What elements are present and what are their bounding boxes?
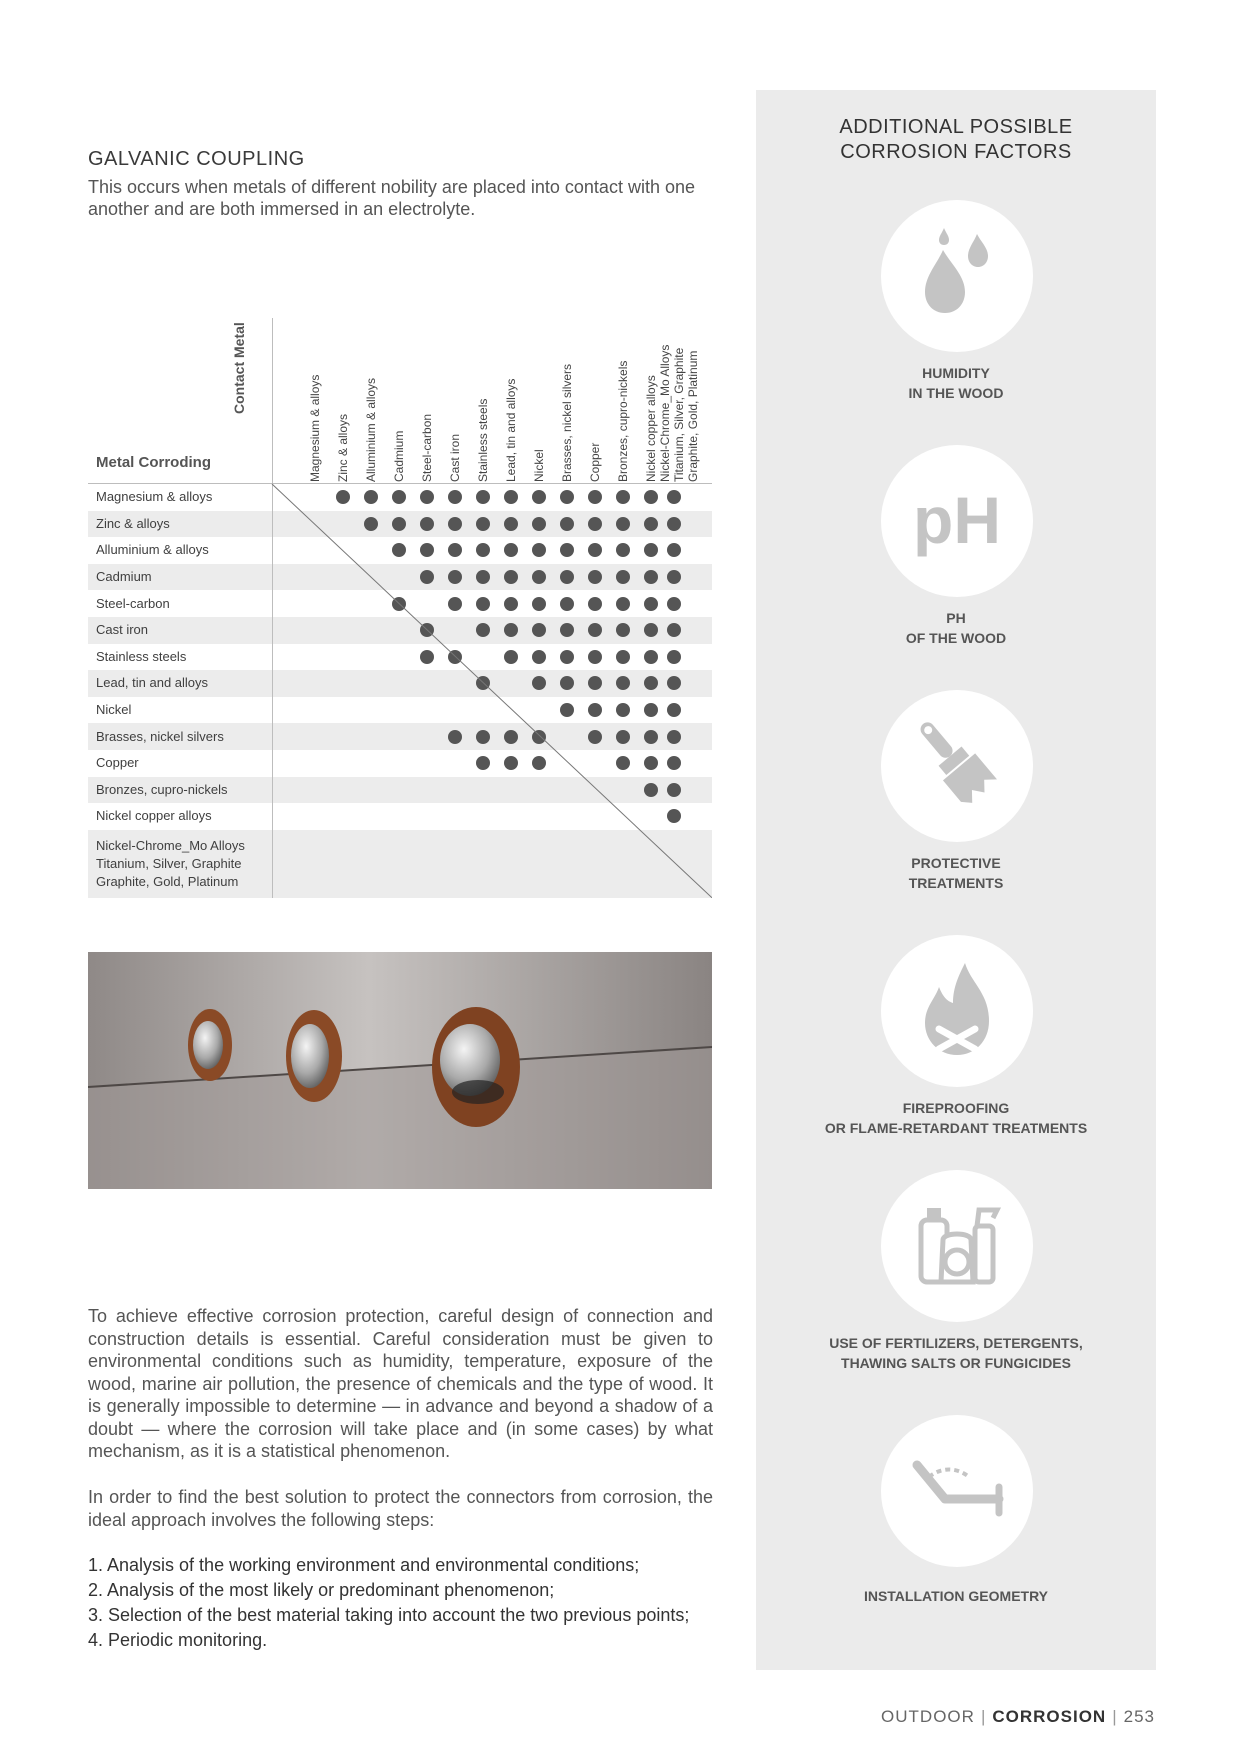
water-drops-icon bbox=[881, 200, 1033, 352]
row-label: Stainless steels bbox=[96, 648, 187, 664]
column-header: Copper bbox=[588, 442, 602, 482]
steps-list bbox=[88, 1554, 713, 1654]
column-header: Brasses, nickel silvers bbox=[560, 363, 574, 482]
diagonal-line bbox=[88, 310, 712, 900]
column-header: Stainless steels bbox=[476, 398, 490, 482]
row-label: Nickel bbox=[96, 702, 132, 718]
column-header: Zinc & alloys bbox=[336, 413, 350, 482]
row-label: Alluminium & alloys bbox=[96, 542, 209, 558]
step-item: 3. Selection of the best material taking into account the two previous points; bbox=[88, 1605, 690, 1625]
sidebar-title: ADDITIONAL POSSIBLE CORROSION FACTORS bbox=[839, 116, 1073, 163]
step-item: 4. Periodic monitoring. bbox=[88, 1630, 268, 1650]
design-paragraph: To achieve effective corrosion protection, careful design of connection and construction details is essential. Careful consideration must be given to environmental conditions such as humidity, temperature, exposure of the wood, marine air pollution, the presence of chemicals and the type of wood. It is generally impossible to determine — in advance and beyond a shadow of a doubt — where the corrosion will take place and (in some cases) by what mechanism, as it is a statistical phenomenon. bbox=[88, 1306, 713, 1461]
galvanic-matrix bbox=[88, 310, 712, 900]
footer-section: OUTDOOR bbox=[881, 1707, 975, 1726]
row-label: Lead, tin and alloys bbox=[96, 675, 209, 691]
metal-corroding-label: Metal Corroding bbox=[96, 454, 211, 471]
section-title: GALVANIC COUPLING bbox=[88, 148, 305, 170]
svg-text:pH: pH bbox=[913, 483, 1001, 557]
row-label: Nickel-Chrome_Mo Alloys Titanium, Silver, Graphite Graphite, Gold, Platinum bbox=[96, 837, 245, 889]
row-label: Cast iron bbox=[96, 622, 149, 638]
column-header: Cast iron bbox=[448, 433, 462, 482]
factor-installation-label: INSTALLATION GEOMETRY bbox=[863, 1588, 1049, 1604]
row-label: Bronzes, cupro-nickels bbox=[96, 781, 228, 797]
column-header: Nickel-Chrome_Mo Alloys Titanium, Silver, Graphite Graphite, Gold, Platinum bbox=[658, 344, 700, 482]
row-label: Copper bbox=[96, 755, 139, 771]
row-label: Magnesium & alloys bbox=[96, 489, 213, 505]
chemical-bottles-icon bbox=[881, 1170, 1033, 1322]
factor-ph-label: PH OF THE WOOD bbox=[905, 610, 1007, 646]
column-header: Nickel bbox=[532, 449, 546, 482]
step-item: 1. Analysis of the working environment and environmental conditions; bbox=[88, 1555, 640, 1575]
row-label: Zinc & alloys bbox=[96, 515, 170, 531]
factor-protective-label: PROTECTIVE TREATMENTS bbox=[908, 855, 1004, 891]
column-header: Bronzes, cupro-nickels bbox=[616, 360, 630, 482]
contact-metal-label: Contact Metal bbox=[231, 322, 247, 414]
row-label: Brasses, nickel silvers bbox=[96, 728, 224, 744]
approach-paragraph: In order to find the best solution to protect the connectors from corrosion, the ideal approach involves the following steps: bbox=[88, 1487, 713, 1530]
page-number: 253 bbox=[1123, 1707, 1155, 1726]
row-label: Cadmium bbox=[96, 569, 152, 585]
ph-icon bbox=[881, 445, 1033, 597]
footer-topic: CORROSION bbox=[992, 1707, 1107, 1726]
angle-bracket-icon bbox=[881, 1415, 1033, 1567]
page-footer bbox=[881, 1707, 1155, 1727]
corroded-screws-photo bbox=[88, 952, 712, 1189]
factor-humidity-label: HUMIDITY IN THE WOOD bbox=[908, 365, 1004, 401]
row-label: Steel-carbon bbox=[96, 595, 170, 611]
corrosion-factors-sidebar bbox=[756, 90, 1156, 1670]
section-intro: This occurs when metals of different nobility are placed into contact with one another and are both immersed in an electrolyte. bbox=[88, 177, 695, 219]
column-header: Alluminium & alloys bbox=[364, 377, 378, 482]
row-label: Nickel copper alloys bbox=[96, 808, 212, 824]
paint-brush-icon bbox=[881, 690, 1033, 842]
column-header: Nickel copper alloys bbox=[644, 375, 658, 482]
footer-separator: | bbox=[1112, 1707, 1118, 1726]
step-item: 2. Analysis of the most likely or predominant phenomenon; bbox=[88, 1580, 555, 1600]
footer-separator: | bbox=[980, 1707, 987, 1726]
factor-fertilizers-label: USE OF FERTILIZERS, DETERGENTS, THAWING SALTS OR FUNGICIDES bbox=[829, 1335, 1083, 1371]
factor-fireproofing-label: FIREPROOFING OR FLAME-RETARDANT TREATMENTS bbox=[824, 1100, 1088, 1136]
flame-icon bbox=[881, 935, 1033, 1087]
column-header: Steel-carbon bbox=[420, 413, 434, 482]
column-header: Lead, tin and alloys bbox=[504, 378, 518, 482]
column-header: Magnesium & alloys bbox=[308, 374, 322, 482]
column-header: Cadmium bbox=[392, 430, 406, 482]
